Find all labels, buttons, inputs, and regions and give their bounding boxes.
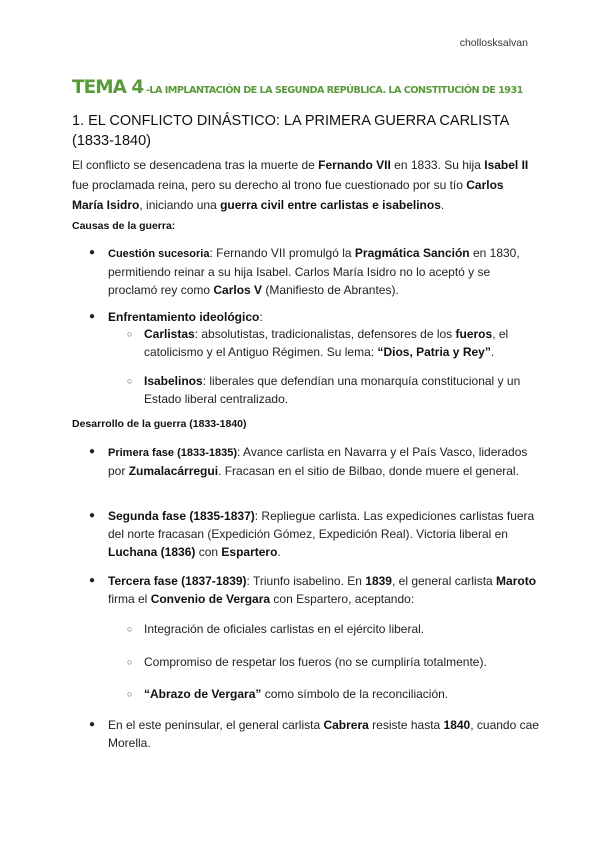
- text: : absolutistas, tradicionalistas, defensores de los: [194, 327, 456, 341]
- causas-heading: Causas de la guerra:: [72, 220, 176, 232]
- bold-text: “Dios, Patria y Rey”: [377, 345, 491, 359]
- text: en 1833. Su hija: [390, 158, 485, 172]
- text: : Fernando VII promulgó la: [209, 246, 355, 260]
- text: con: [195, 545, 222, 559]
- bold-text: Espartero: [221, 545, 278, 559]
- text: resiste hasta: [368, 718, 444, 732]
- bold-text: guerra civil entre carlistas e isabelinos: [220, 198, 441, 212]
- bullet-este: [72, 716, 542, 752]
- bullet-label: Carlistas: [144, 327, 195, 341]
- text: , el catolicismo y el Antiguo Régimen. Su lema:: [144, 327, 509, 359]
- bold-text: Cabrera: [323, 718, 369, 732]
- bullet-fase2: [72, 507, 542, 561]
- bullet-circle-icon: ○: [127, 689, 133, 699]
- tema-subtitle: -LA IMPLANTACIÓN DE LA SEGUNDA REPÚBLICA. LA CONSTITUCIÓN DE 1931: [143, 85, 523, 96]
- text: : liberales que defendían una monarquía constitucional y un Estado liberal centralizado.: [144, 374, 521, 406]
- bold-text: Convenio de Vergara: [150, 592, 271, 606]
- bold-text: Maroto: [496, 574, 537, 588]
- sub-bullet-carlistas: [72, 325, 542, 361]
- bullet-fase3: [72, 572, 542, 608]
- text: .: [490, 345, 495, 359]
- text: , cuando cae Morella.: [108, 718, 539, 750]
- bullet-label: Tercera fase (1837-1839): [108, 574, 247, 588]
- text: : Repliegue carlista. Las expediciones carlistas fuera del norte fracasan (Expedición Gómez, Expedición Real). Victoria liberal en: [108, 509, 535, 541]
- text: en 1830, permitiendo reinar a su hija Isabel. Carlos María Isidro no lo aceptó y se proclamó rey como: [108, 246, 520, 297]
- bold-text: 1839: [365, 574, 392, 588]
- sub-bullet-integracion: [72, 620, 542, 638]
- bullet-ideologico: [72, 308, 542, 326]
- text: con Espartero, aceptando:: [270, 592, 415, 606]
- bullet-sucesoria: [72, 244, 542, 299]
- bold-text: Carlos María Isidro: [72, 178, 504, 212]
- text: fue proclamada reina, pero su derecho al trono fue cuestionado por su tío: [72, 178, 467, 192]
- text: Integración de oficiales carlistas en el ejército liberal.: [144, 622, 425, 636]
- section-title: 1. EL CONFLICTO DINÁSTICO: LA PRIMERA GUERRA CARLISTA (1833-1840): [72, 113, 509, 149]
- bullet-label: Segunda fase (1835-1837): [108, 509, 255, 523]
- text: . Fracasan en el sitio de Bilbao, donde muere el general.: [218, 464, 519, 478]
- text: (Manifiesto de Abrantes).: [262, 283, 399, 297]
- bullet-label: Enfrentamiento ideológico: [108, 310, 260, 324]
- text: :: [259, 310, 263, 324]
- sub-bullet-fueros: [72, 653, 542, 671]
- bullet-circle-icon: ○: [127, 657, 133, 667]
- text: , iniciando una: [139, 198, 221, 212]
- bold-text: Isabel II: [484, 158, 529, 172]
- bold-text: fueros: [455, 327, 493, 341]
- bullet-label: Isabelinos: [144, 374, 203, 388]
- bold-text: 1840: [443, 718, 471, 732]
- bullet-dot-icon: ●: [89, 510, 96, 521]
- bullet-dot-icon: ●: [89, 719, 96, 730]
- document-title: [72, 76, 528, 98]
- bullet-circle-icon: ○: [127, 376, 133, 386]
- bullet-dot-icon: ●: [89, 575, 96, 586]
- bold-text: Luchana (1836): [108, 545, 196, 559]
- bullet-label: Primera fase (1833-1835): [108, 447, 238, 459]
- text: , el general carlista: [391, 574, 497, 588]
- bold-text: Carlos V: [213, 283, 263, 297]
- text: .: [277, 545, 281, 559]
- text: El conflicto se desencadena tras la muerte de: [72, 158, 319, 172]
- bold-text: Fernando VII: [318, 158, 391, 172]
- text: firma el: [108, 592, 151, 606]
- text: Compromiso de respetar los fueros (no se cumpliría totalmente).: [144, 655, 487, 669]
- bullet-circle-icon: ○: [127, 624, 133, 634]
- text: : Avance carlista en Navarra y el País Vasco, liderados por: [108, 445, 528, 478]
- bullet-dot-icon: ●: [89, 311, 96, 322]
- text: En el este peninsular, el general carlista: [108, 718, 324, 732]
- sub-bullet-isabelinos: [72, 372, 542, 408]
- bullet-circle-icon: ○: [127, 329, 133, 339]
- text: : Triunfo isabelino. En: [246, 574, 366, 588]
- bold-text: Zumalacárregui: [128, 464, 219, 478]
- bullet-dot-icon: ●: [89, 247, 96, 258]
- bullet-dot-icon: ●: [89, 446, 96, 457]
- text: .: [440, 198, 445, 212]
- author-name: chollosksalvan: [459, 37, 528, 49]
- bold-text: “Abrazo de Vergara”: [144, 687, 262, 701]
- text: como símbolo de la reconciliación.: [261, 687, 449, 701]
- bullet-fase1: [72, 443, 542, 480]
- desarrollo-heading: Desarrollo de la guerra (1833-1840): [72, 418, 247, 430]
- bullet-label: Cuestión sucesoria: [108, 248, 210, 260]
- bold-text: Pragmática Sanción: [354, 246, 470, 260]
- intro-paragraph: [72, 155, 532, 215]
- tema-number: TEMA 4: [72, 76, 144, 98]
- sub-bullet-abrazo: [72, 685, 542, 703]
